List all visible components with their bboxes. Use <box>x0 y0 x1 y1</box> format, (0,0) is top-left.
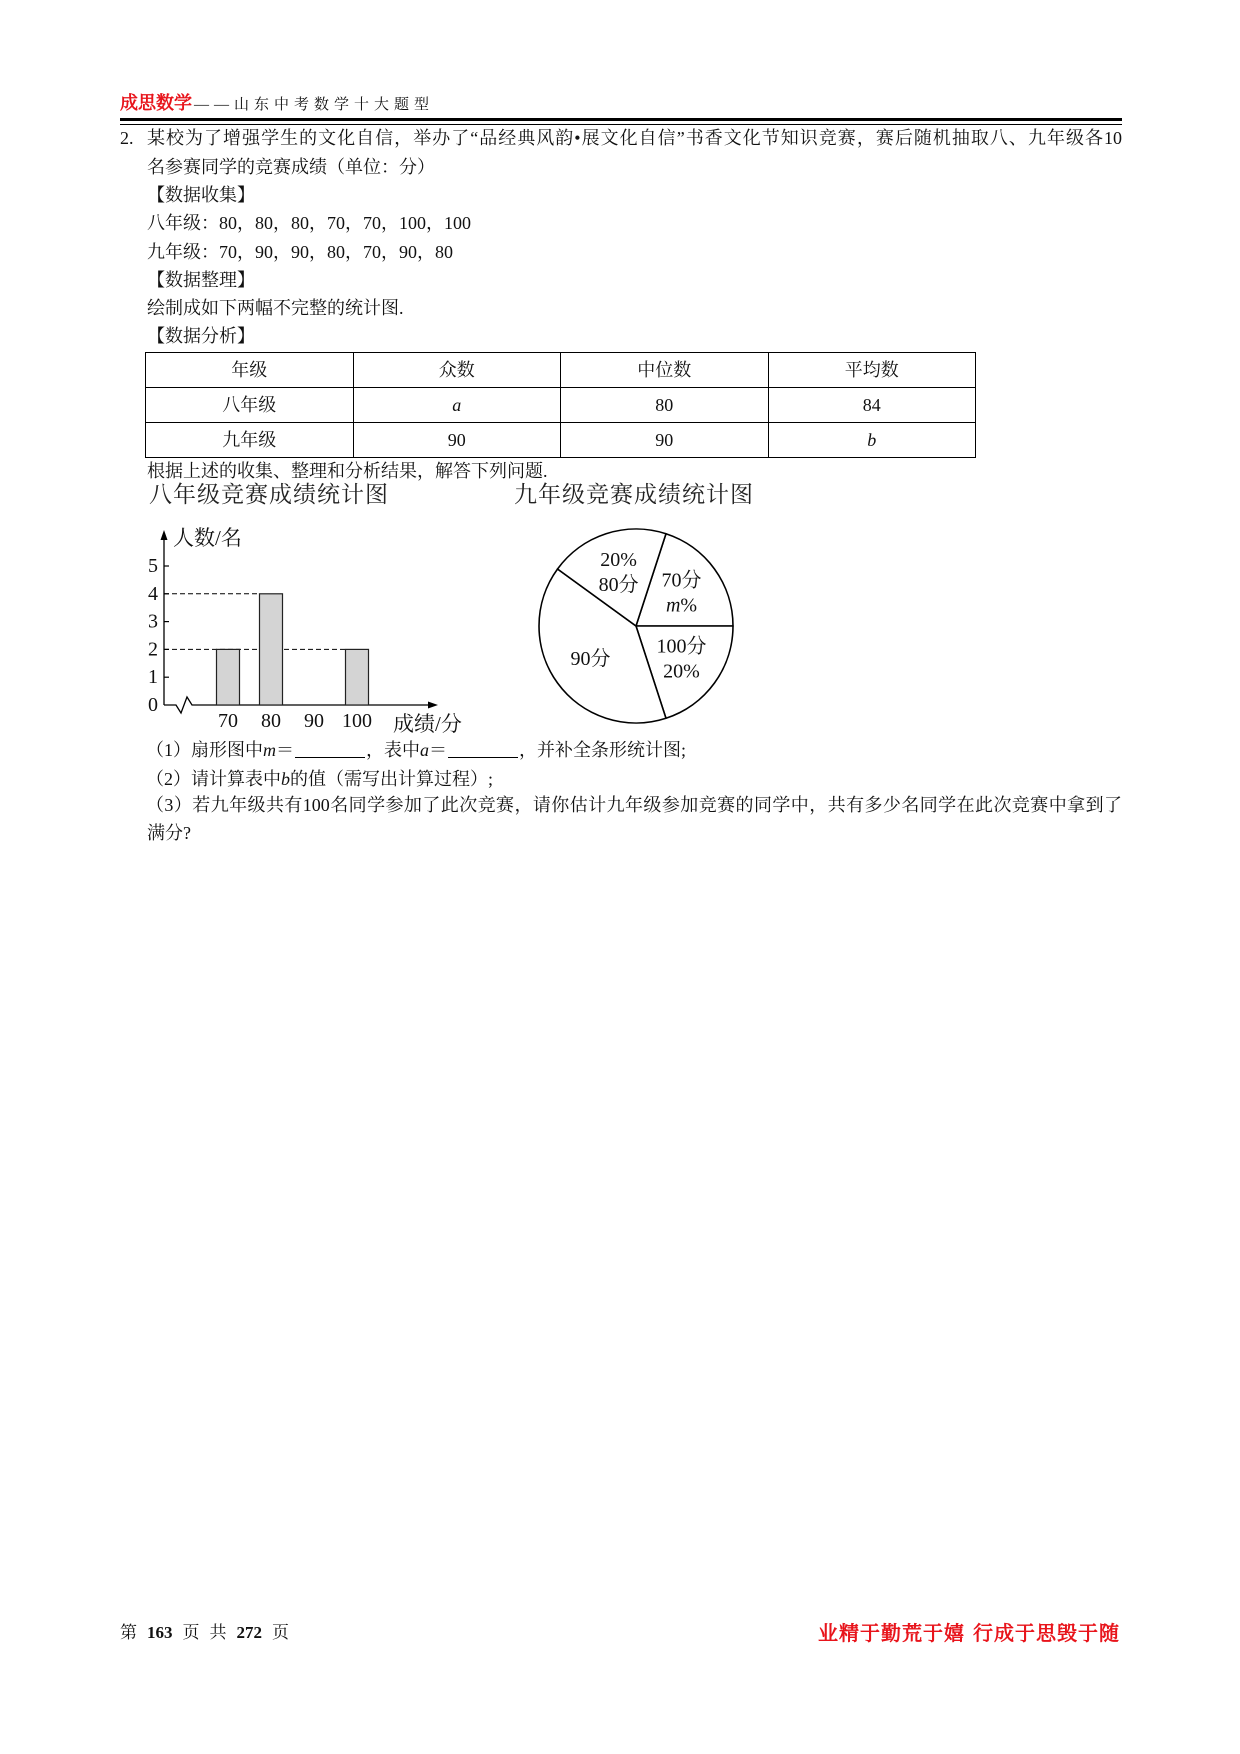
grade8-scores: 八年级：80，80，80，70，70，100，100 <box>147 213 471 233</box>
table-cell: 90 <box>353 423 561 458</box>
table-cell: 九年级 <box>146 423 354 458</box>
pie-slice-label: 70分 <box>661 569 702 592</box>
brand-name: 成思数学 <box>120 93 192 114</box>
x-axis-arrow-icon <box>428 702 438 709</box>
y-axis-label: 人数/名 <box>173 526 242 550</box>
table-cell-variable-a: a <box>353 388 561 423</box>
table-header-cell: 平均数 <box>768 353 976 388</box>
answer-blank-m <box>295 741 365 758</box>
bar-chart-title: 八年级竞赛成绩统计图 <box>149 482 389 507</box>
table-cell: 80 <box>561 388 769 423</box>
x-axis-label: 成绩/分 <box>393 712 462 736</box>
pie-slice-label: 20% <box>600 548 637 571</box>
section-heading-organize: 【数据整理】 <box>147 270 255 290</box>
table-row <box>146 388 976 423</box>
y-tick-label: 2 <box>148 638 158 661</box>
grade9-pie-chart <box>530 520 742 732</box>
page-number <box>120 1620 289 1646</box>
subquestion-2-text: 的值（需写出计算过程）; <box>290 769 493 789</box>
subquestion-1-text: ，并补全条形统计图; <box>519 740 687 760</box>
y-tick-label: 1 <box>148 666 158 689</box>
total-pages: 272 <box>236 1623 262 1642</box>
pie-slice-label: 80分 <box>598 573 639 596</box>
pie-chart-title: 九年级竞赛成绩统计图 <box>514 482 754 507</box>
subquestion-3-line-1: （3）若九年级共有100名同学参加了此次竞赛，请你估计九年级参加竞赛的同学中，共有多少名同学在此次竞赛中拿到了 <box>146 795 1122 815</box>
question-number: 2. <box>120 128 134 148</box>
question-intro-line-2: 名参赛同学的竞赛成绩（单位：分） <box>147 157 435 177</box>
y-tick-label: 5 <box>148 555 158 577</box>
y-tick-label: 4 <box>148 582 158 605</box>
section-heading-analysis: 【数据分析】 <box>147 326 255 346</box>
organize-text: 绘制成如下两幅不完整的统计图. <box>147 298 404 318</box>
y-tick-label: 0 <box>148 694 158 716</box>
page-word: 页 <box>182 1623 200 1642</box>
subquestion-1-text: （1）扇形图中 <box>146 740 263 760</box>
equals-sign: ＝ <box>429 740 447 760</box>
pie-slice-label: m% <box>665 594 698 617</box>
subquestion-2-text: （2）请计算表中 <box>146 769 281 789</box>
grade8-bar-chart <box>130 520 480 740</box>
grade9-scores: 九年级：70，90，90，80，70，90，80 <box>147 242 453 262</box>
table-cell: 84 <box>768 388 976 423</box>
table-cell: 八年级 <box>146 388 354 423</box>
variable-m: m <box>263 740 276 760</box>
bar-70 <box>217 649 240 705</box>
y-tick-label: 3 <box>148 610 158 633</box>
instruction-text: 根据上述的收集、整理和分析结果，解答下列问题. <box>147 461 548 481</box>
page-word: 页 <box>272 1623 289 1642</box>
table-row <box>146 423 976 458</box>
x-tick-label: 70 <box>218 710 238 732</box>
y-axis-arrow-icon <box>161 530 168 540</box>
table-header-cell: 年级 <box>146 353 354 388</box>
header-rule-thick <box>120 118 1122 121</box>
pie-slice-label: 90分 <box>570 648 611 671</box>
table-header-cell: 众数 <box>353 353 561 388</box>
table-header-cell: 中位数 <box>561 353 769 388</box>
subquestion-3-line-2: 满分? <box>147 823 191 843</box>
bar-100 <box>346 649 369 705</box>
x-tick-label: 100 <box>342 710 372 732</box>
pie-chart-marks <box>539 529 733 723</box>
analysis-table <box>145 352 976 458</box>
table-header-row <box>146 353 976 388</box>
header-subtitle: ——山东中考数学十大题型 <box>194 97 435 113</box>
equals-sign: ＝ <box>276 740 294 760</box>
x-tick-label: 80 <box>261 710 281 732</box>
answer-blank-a <box>448 741 518 758</box>
bar-80 <box>260 594 283 705</box>
variable-b: b <box>281 769 290 789</box>
pie-slice-label: 100分 <box>656 635 707 658</box>
total-word: 共 <box>209 1623 227 1642</box>
page-word: 第 <box>120 1623 137 1642</box>
subquestion-1-text: ，表中 <box>366 740 420 760</box>
variable-a: a <box>420 740 429 760</box>
table-cell: 90 <box>561 423 769 458</box>
section-heading-collect: 【数据收集】 <box>147 185 255 205</box>
x-axis-with-break <box>164 697 430 713</box>
pie-slice-label: 20% <box>663 660 700 683</box>
subquestion-1 <box>146 736 686 764</box>
table-cell-variable-b: b <box>768 423 976 458</box>
question-intro-line-1: 某校为了增强学生的文化自信，举办了“品经典风韵•展文化自信”书香文化节知识竞赛，赛后随机抽取八、九年级各10 <box>147 128 1122 148</box>
x-tick-label: 90 <box>304 710 324 732</box>
table-body <box>146 353 976 458</box>
subquestion-2 <box>146 765 493 793</box>
footer-motto: 业精于勤荒于嬉 行成于思毁于随 <box>818 1621 1120 1645</box>
current-page: 163 <box>147 1623 173 1642</box>
